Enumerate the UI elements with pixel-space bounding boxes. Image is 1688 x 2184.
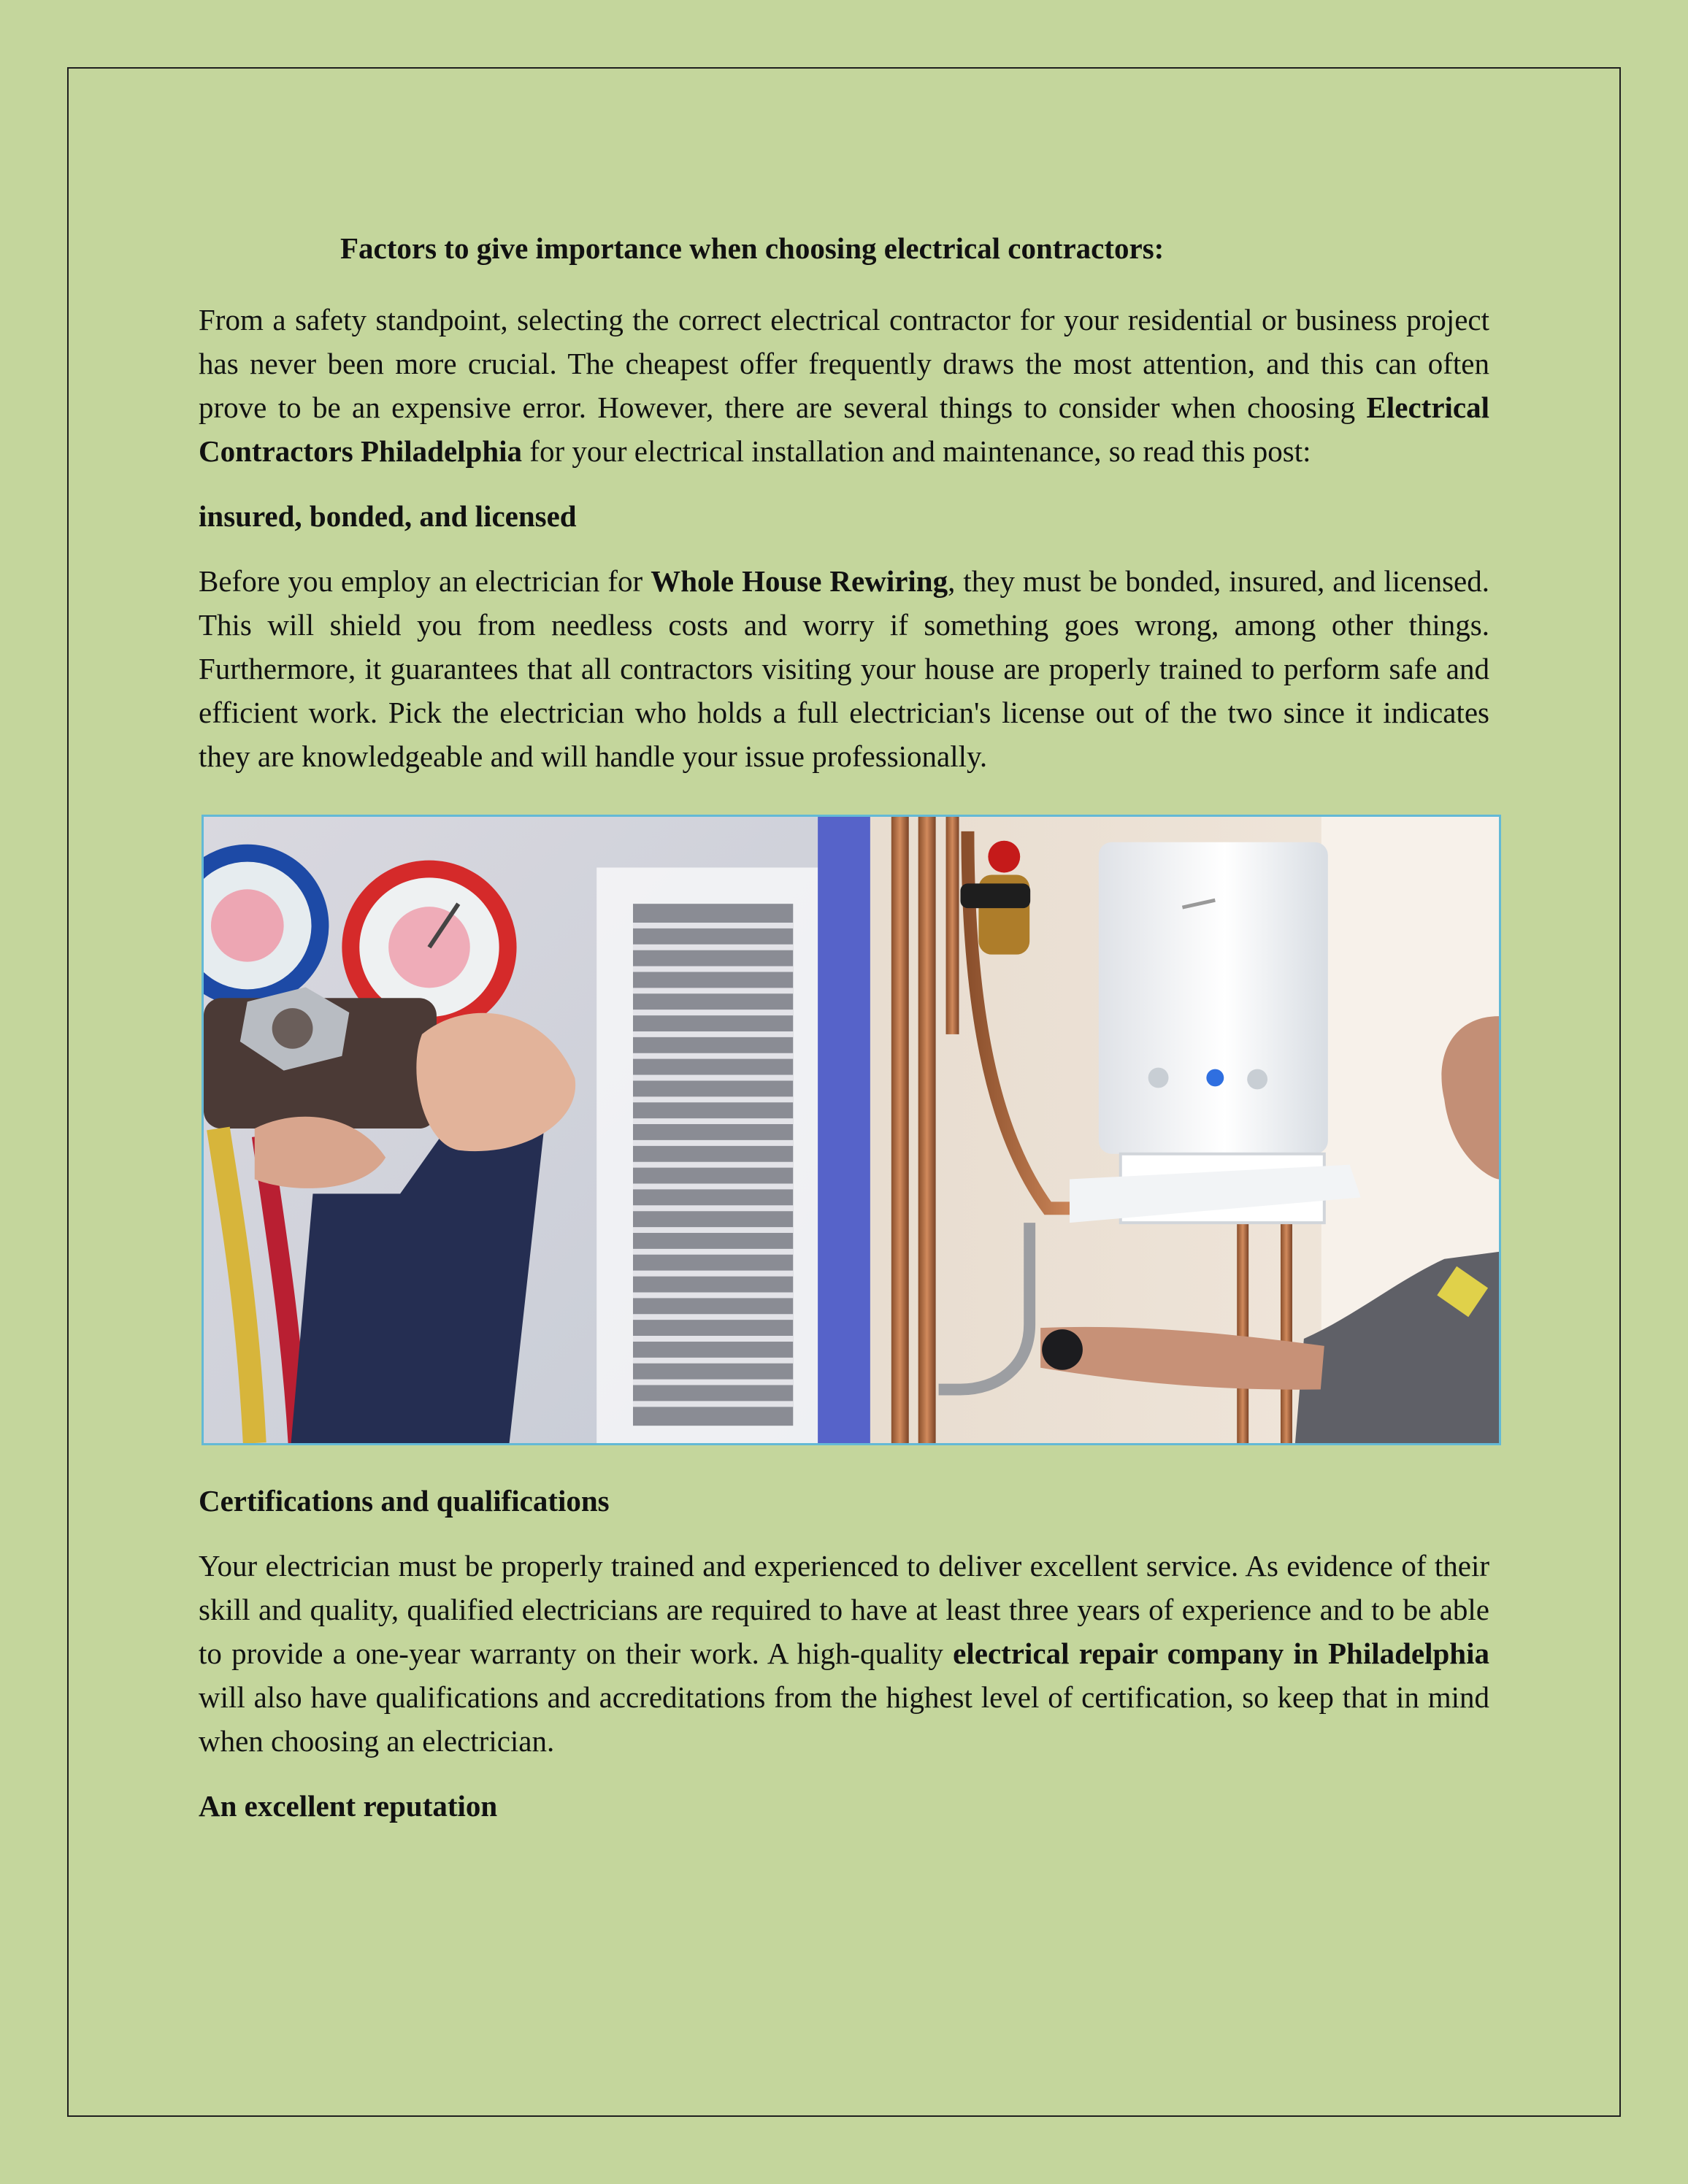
section-heading-reputation: An excellent reputation [199, 1789, 498, 1823]
document-content [199, 219, 1489, 1849]
intro-bold-link-text: Electrical Contractors Philadelphia [199, 391, 1489, 468]
certifications-paragraph [199, 1544, 1489, 1763]
ac-vent-grille [633, 904, 793, 1426]
insured-paragraph [199, 559, 1489, 778]
photo-illustration [204, 817, 1499, 1443]
photo-divider-stripe [818, 817, 870, 1443]
certifications-bold-text: electrical repair company in Philadelphia [953, 1637, 1489, 1670]
insured-text-2: , they must be bonded, insured, and licensed. This will shield you from needless costs and worry if something goes wrong, among other things. Furthermore, it guarantees that all contractors visiting your house are properly trained to perform safe and efficient work. Pick the electrician who holds a full electrician's license out of the two since it indicates they are knowledgeable and will handle your issue professionally. [199, 564, 1489, 773]
document-title: Factors to give importance when choosing electrical contractors: [340, 231, 1165, 265]
insured-bold-text: Whole House Rewiring [651, 564, 948, 598]
contractors-photo-collage [202, 815, 1501, 1445]
intro-paragraph [199, 298, 1489, 473]
certifications-text-2: will also have qualifications and accreditations from the highest level of certification, so keep that in mind when choosing an electrician. [199, 1680, 1489, 1758]
manifold-valves [204, 987, 437, 1128]
intro-text-1: From a safety standpoint, selecting the correct electrical contractor for your residential or business project has never been more crucial. The cheapest offer frequently draws the most attention, and this can often prove to be an expensive error. However, there are several things to consider when choosing [199, 303, 1489, 424]
section-heading-certifications: Certifications and qualifications [199, 1484, 610, 1518]
section-heading-insured: insured, bonded, and licensed [199, 499, 577, 533]
certifications-text-1: Your electrician must be properly trained and experienced to deliver excellent service. As evidence of their skill and quality, qualified electricians are required to have at least three years of experience and to be able to provide a one-year warranty on their work. A high-quality [199, 1549, 1489, 1670]
intro-text-2: for your electrical installation and maintenance, so read this post: [522, 434, 1311, 468]
insured-text-1: Before you employ an electrician for [199, 564, 651, 598]
